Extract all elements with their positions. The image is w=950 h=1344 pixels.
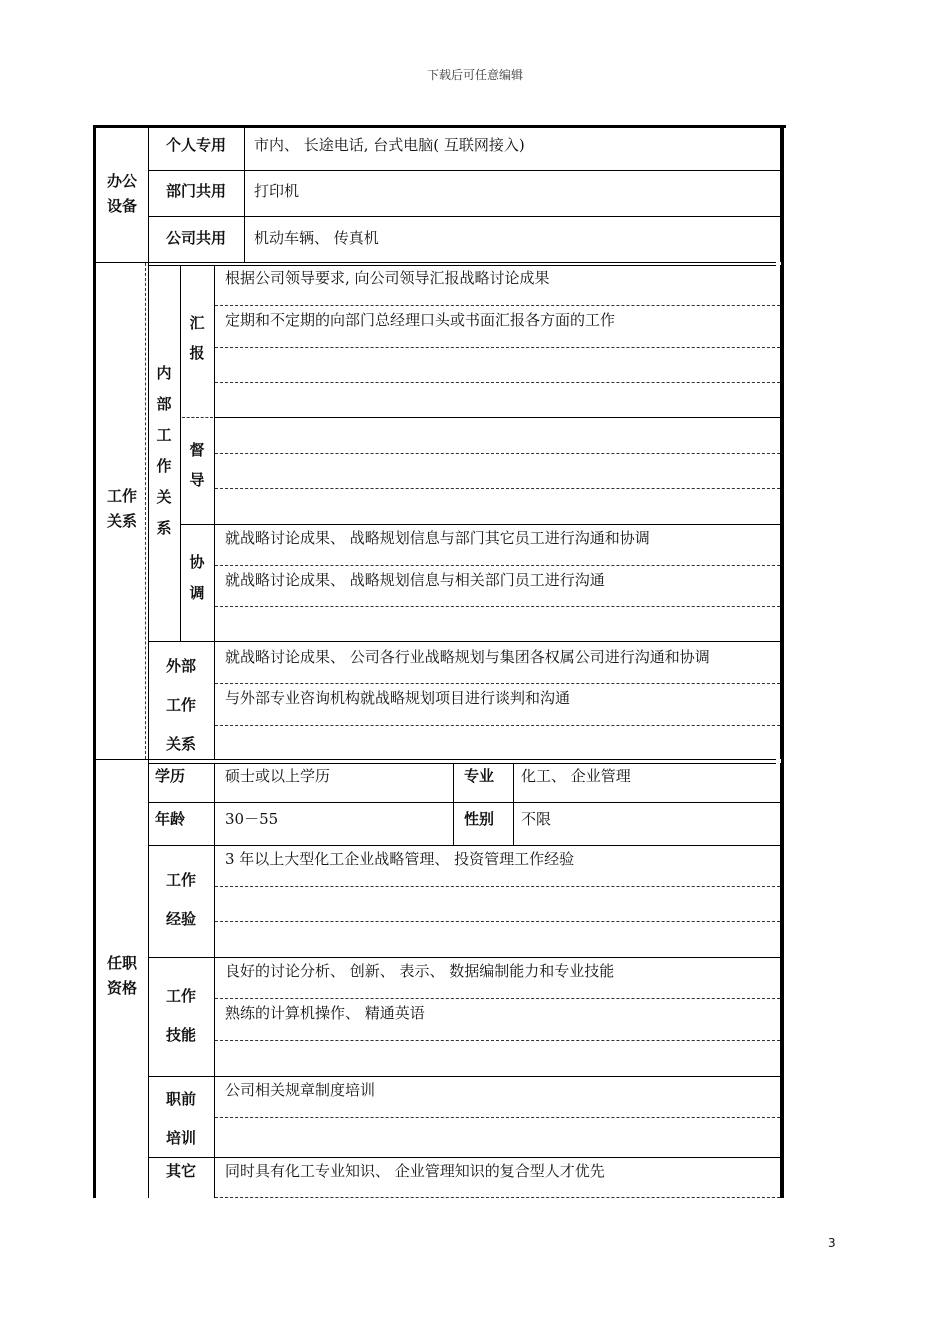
supervise-label: 督导: [189, 441, 205, 489]
skills-label: [148, 977, 214, 1055]
report-dash-3: [215, 382, 780, 383]
education-value: 硕士或以上学历: [225, 767, 331, 785]
supervise-dash-1: [215, 453, 780, 454]
office-row-label-1: 个人专用: [165, 136, 226, 154]
separator-office-work: [93, 262, 776, 263]
experience-item-1: 3 年以上大型化工企业战略管理、 投资管理工作经验: [225, 850, 575, 868]
skills-dash-1: [215, 998, 780, 999]
separator-work-qual-2: [148, 763, 776, 764]
major-value: 化工、 企业管理: [521, 767, 631, 785]
major-label: 专业: [464, 767, 495, 785]
office-row-value-1: 市内、 长途电话, 台式电脑( 互联网接入): [254, 136, 525, 154]
training-label-1: 职前: [165, 1090, 196, 1108]
border-top: [93, 125, 786, 128]
office-right-border: [780, 128, 781, 262]
skills-item-1: 良好的讨论分析、 创新、 表示、 数据编制能力和专业技能: [225, 962, 615, 980]
age-value: 30－55: [225, 810, 279, 828]
other-label: 其它: [165, 1162, 196, 1180]
experience-dash-2: [215, 921, 780, 922]
report-item-1: 根据公司领导要求, 向公司领导汇报战略讨论成果: [225, 269, 550, 287]
external-item-2: 与外部专业咨询机构就战略规划项目进行谈判和沟通: [225, 689, 571, 707]
training-item-1: 公司相关规章制度培训: [225, 1081, 376, 1099]
qual-label-divider: [214, 763, 215, 1198]
office-row-line-2: [148, 216, 781, 217]
qualification-section-label: [96, 951, 148, 1001]
coordinate-dash-2: [215, 606, 780, 607]
external-label-1: 外部: [165, 657, 196, 675]
report-label: 汇报: [189, 314, 205, 362]
office-label-divider: [244, 128, 245, 262]
work-section-label-2: 关系: [106, 512, 137, 530]
office-row-value-3: 机动车辆、 传真机: [254, 229, 379, 247]
external-item-1: 就战略讨论成果、 公司各行业战略规划与集团各权属公司进行沟通和协调: [225, 648, 710, 666]
office-row-line-1: [148, 170, 781, 171]
page-header: 下载后可任意编辑: [426, 68, 523, 82]
external-dash-1: [215, 683, 780, 684]
coordinate-dash-1: [215, 565, 780, 566]
qual-right-border: [780, 763, 781, 1198]
qual-row-line-2: [148, 845, 781, 846]
report-dash-2: [215, 347, 780, 348]
qual-row-line-4: [148, 1076, 781, 1077]
internal-external-line: [148, 641, 781, 642]
other-item-1: 同时具有化工专业知识、 企业管理知识的复合型人才优先: [225, 1162, 605, 1180]
gender-value: 不限: [521, 810, 552, 828]
supervise-coordinate-line: [180, 524, 781, 525]
work-right-border: [780, 265, 781, 759]
office-section-label-1: 办公: [106, 172, 137, 190]
office-section-label-2: 设备: [106, 197, 137, 215]
experience-dash-1: [215, 886, 780, 887]
experience-label-1: 工作: [165, 871, 196, 889]
skills-label-1: 工作: [165, 987, 196, 1005]
external-label: [148, 647, 214, 764]
report-dash-1: [215, 305, 780, 306]
qualification-section-label-2: 资格: [106, 979, 137, 997]
report-item-2: 定期和不定期的向部门总经理口头或书面汇报各方面的工作: [225, 311, 616, 329]
skills-dash-2: [215, 1040, 780, 1041]
report-supervise-dash: [182, 417, 213, 418]
qual-major-divider-1: [453, 763, 454, 845]
training-label: [148, 1080, 214, 1158]
supervise-dash-2: [215, 488, 780, 489]
training-dash-1: [215, 1117, 780, 1118]
page-number: 3: [828, 1236, 836, 1250]
other-dash-1: [215, 1197, 780, 1198]
qualification-section-label-1: 任职: [106, 954, 137, 972]
training-label-2: 培训: [165, 1129, 196, 1147]
office-row-label-2: 部门共用: [165, 182, 226, 200]
external-label-3: 关系: [165, 735, 196, 753]
internal-work-label: 内部工作关系: [156, 364, 172, 537]
education-label: 学历: [155, 767, 186, 785]
qual-row-line-1: [148, 802, 781, 803]
border-right: [781, 125, 784, 1198]
office-row-value-2: 打印机: [254, 182, 300, 200]
qual-row-line-3: [148, 957, 781, 958]
gender-label: 性别: [464, 810, 495, 828]
work-section-label: [96, 484, 148, 534]
job-description-table: [93, 125, 786, 1198]
skills-label-2: 技能: [165, 1026, 196, 1044]
external-label-2: 工作: [165, 696, 196, 714]
qual-major-divider-2: [513, 763, 514, 845]
internal-sub-divider: [214, 265, 215, 759]
report-end-line: [214, 417, 781, 418]
separator-office-work-2: [148, 265, 776, 266]
qual-row-line-5: [148, 1157, 781, 1158]
internal-label-divider: [180, 265, 181, 641]
experience-label-2: 经验: [165, 910, 196, 928]
skills-item-2: 熟练的计算机操作、 精通英语: [225, 1004, 425, 1022]
coordinate-item-2: 就战略讨论成果、 战略规划信息与相关部门员工进行沟通: [225, 571, 605, 589]
office-row-label-3: 公司共用: [165, 229, 226, 247]
border-left: [93, 125, 96, 1198]
office-section-label: [96, 169, 148, 219]
coordinate-label: 协调: [189, 553, 205, 602]
external-dash-2: [215, 725, 780, 726]
work-section-label-1: 工作: [106, 487, 137, 505]
experience-label: [148, 861, 214, 939]
coordinate-item-1: 就战略讨论成果、 战略规划信息与部门其它员工进行沟通和协调: [225, 529, 650, 547]
age-label: 年龄: [155, 810, 186, 828]
